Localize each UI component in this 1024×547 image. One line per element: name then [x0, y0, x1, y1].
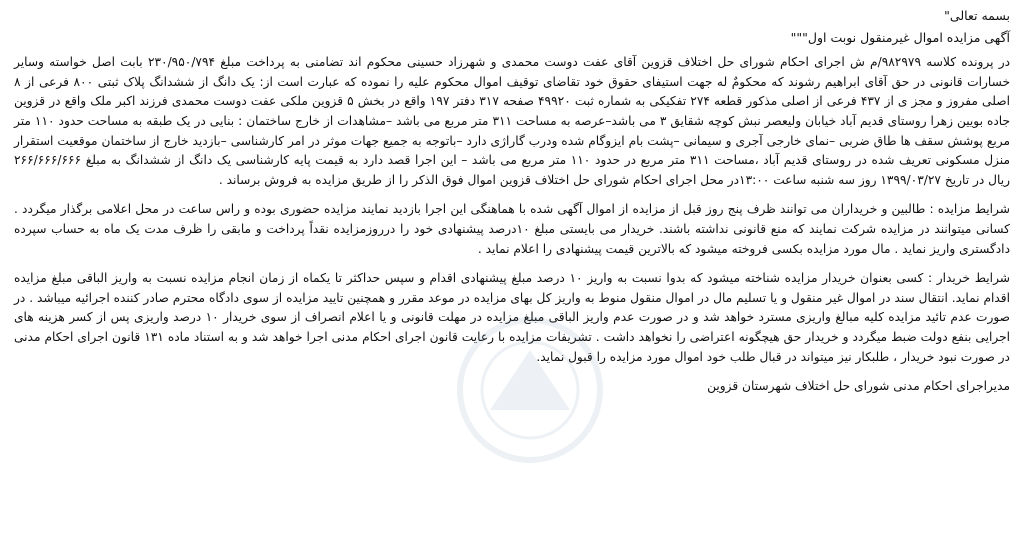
auction-notice-document: [14, 6, 1010, 543]
document-title: آگهی مزایده اموال غیرمنقول نوبت اول""": [790, 29, 1010, 45]
auction-terms-paragraph: شرایط مزایده : طالبین و خریداران می توانند ظرف پنج روز قبل از مزایده از اموال آگهی شده با هماهنگی این اجرا بازدید نمایند مزایده حضوری بوده و راس ساعت در محل اعلامی برگذار میگردد . کسانی میتوانند در مزایده شرکت نمایند که منع قانونی نداشته باشند. خریدار می بایستی مبلغ ۱۰درصد پیشنهادی خود را درروزمزایده نقداً پرداخت و مابقی را ظرف مدت یک ماه به حساب سپرده دادگستری واریز نماید . مال مورد مزایده بکسی فروخته میشود که بالاترین قیمت پیشنهادی را اعلام نماید .: [14, 202, 1010, 256]
document-invocation: بسمه تعالی": [944, 8, 1010, 23]
buyer-terms-paragraph: شرایط خریدار : کسی بعنوان خریدار مزایده شناخته میشود که بدوا نسبت به واریز ۱۰ درصد مبلغ پیشنهادی اقدام و سپس حداکثر تا یکماه از زمان انجام مزایده نسبت به واریز الباقی مبلغ مزایده اقدام نماید. انتقال سند در اموال غیر منقول و یا تسلیم مال در اموال منقول منوط به واریز کل بهای مزایده در موعد مقرر و همچنین تایید مزایده از سوی دادگاه محترم صادر کننده اجرائیه میباشد . در صورت عدم تائید مزایده کلیه مبالغ واریزی مسترد خواهد شد و در صورت عدم واریز الباقی مبلغ مزایده در مهلت قانونی و یا اعلام انصراف از سوی خریدار ۱۰ درصد واریزی پس از کسر هزینه های اجرایی بنفع دولت ضبط میگردد و خریدار حق هیچگونه اعتراضی را نخواهد داشت . تشریفات مزایده با رعایت قانون اجرای احکام مدنی اجرا خواهد شد و به استناد ماده ۱۳۱ قانون اجرای احکام مدنی در صورت نبود خریدار ، طلبکار نیز میتواند در قبال طلب خود اموال مورد مزایده را قبول نماید.: [14, 271, 1011, 364]
case-details-paragraph: در پرونده کلاسه ۹۸۲۹۷۹/م ش اجرای احکام شورای حل اختلاف قزوین آقای عفت دوست محمدی و شهرزاد حسینی محکوم اند تضامنی به پرداخت مبلغ ۲۳۰/۹۵۰/۷۹۴ بابت اصل خواسته وسایر خسارات قانونی در حق آقای ابراهیم رشوند که محکومٌ له جهت استیفای حقوق خود تقاضای توقیف اموال محکوم علیه را نموده که عبارت است از: یک دانگ از ششدانگ پلاک ثبتی ۸۰۰ فرعی از ۸ اصلی مفروز و مجز ی از ۴۳۷ فرعی از اصلی مذکور قطعه ۲۷۴ تفکیکی به شماره ثبت ۴۹۹۲۰ صفحه ۳۱۷ دفتر ۱۹۷ واقع در بخش ۵ قزوین ملکی عفت دوست محمدی فرزند اکبر ملک واقع در قزوین جاده بویین زهرا روستای قدیم آباد خیابان ولیعصر نبش کوچه شقایق ۳ می باشد–عرصه به مساحت ۳۱۱ متر مربع می باشد –مشاهدات از خارج ساختمان : بنایی در یک طبقه به مساحت حدود ۱۱۰ متر مربع پوشش سقف ها طاق ضربی –نمای خارجی آجری و سیمانی –پشت بام ایزوگام شده ودرب گاراژی دارد –باتوجه به جمیع جهات موثر در امر کارشناسی –بازدید خارج از ساختمان موقعیت استقرار منزل مسکونی تعریف شده در روستای قدیم آباد ،مساحت ۳۱۱ متر مربع در حدود ۱۱۰ متر مربع می باشد – این اجرا قصد دارد به قیمت پایه کارشناسی یک دانگ از ششدانگ به مبلغ ۲۶۶/۶۶۶/۶۶۶ ریال در تاریخ ۱۳۹۹/۰۳/۲۷ روز سه شنبه ساعت ۱۳:۰۰در محل اجرای احکام شورای حل اختلاف قزوین اموال فوق الذکر را از طریق مزایده به فروش برساند .: [14, 55, 1011, 187]
signature-line: مدیراجرای احکام مدنی شورای حل اختلاف شهرستان قزوین: [707, 379, 1010, 394]
